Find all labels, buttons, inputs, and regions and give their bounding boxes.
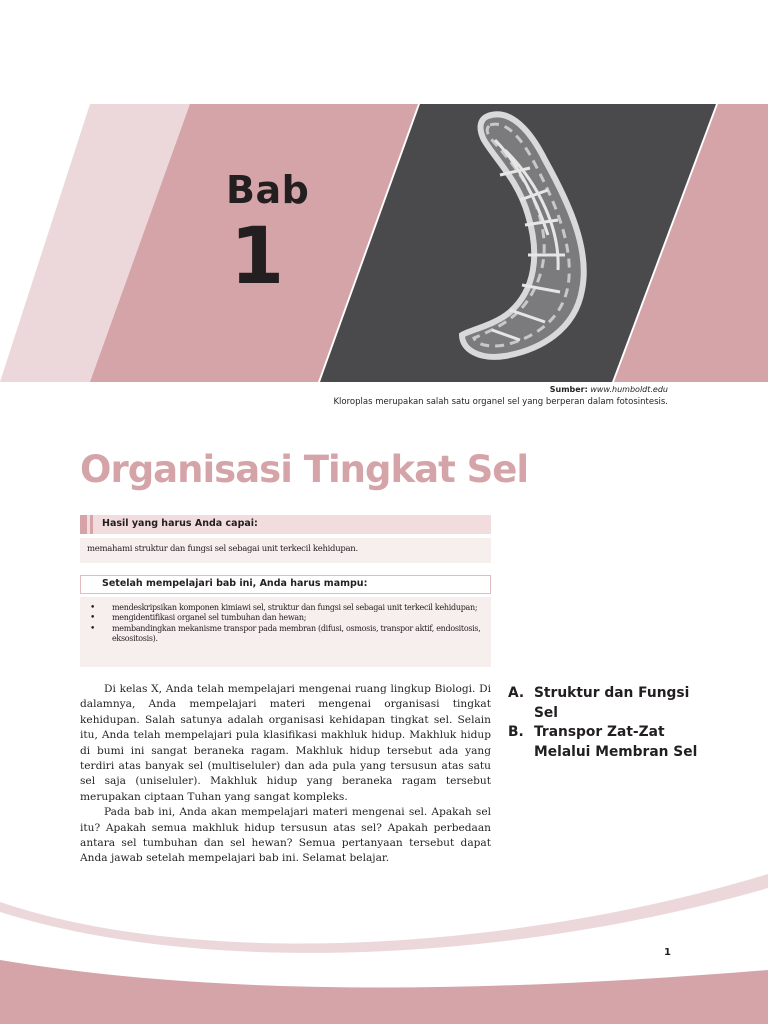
header-accent-bar-thin <box>90 515 93 534</box>
goal-heading: Hasil yang harus Anda capai: <box>102 518 258 529</box>
objective-item: • membandingkan mekanisme transpor pada membran (difusi, osmosis, transpor aktif, endositosis, eksositosis). <box>90 623 481 643</box>
chapter-number: 1 <box>230 212 285 302</box>
contents-item <box>508 684 708 723</box>
bullet-icon: • <box>90 623 96 634</box>
header-accent-bar <box>80 515 87 534</box>
source-url: www.humboldt.edu <box>590 385 668 394</box>
contents-item <box>508 723 708 762</box>
intro-paragraph: Di kelas X, Anda telah mempelajari mengenai ruang lingkup Biologi. Di dalamnya, Anda mempelajari materi mengenai organisasi tingkat kehidupan. Salah satunya adalah organisasi kehidapan tingkat sel. Selain itu, Anda telah mempelajari pula klasifikasi makhluk hidup. Makhluk hidup di bumi ini sangat beraneka ragam. Makhluk hidup tersebut ada yang terdiri atas banyak sel (multiseluler) dan ada pula yang tersusun atas satu sel saja (uniseluler). Makhluk hidup yang beraneka ragam tersebut merupakan ciptaan Tuhan yang sangat kompleks. <box>80 683 491 803</box>
goal-text: memahami struktur dan fungsi sel sebagai unit terkecil kehidupan. <box>87 544 358 554</box>
objectives-box-body <box>80 597 491 667</box>
chapter-contents <box>508 684 708 762</box>
chapter-title: Organisasi Tingkat Sel <box>80 448 529 491</box>
chapter-label: Bab <box>226 168 310 212</box>
objective-item: • mengidentifikasi organel sel tumbuhan dan hewan; <box>90 613 307 624</box>
objectives-heading: Setelah mempelajari bab ini, Anda harus mampu: <box>102 578 368 589</box>
objectives-list <box>80 597 491 644</box>
figure-caption: Kloroplas merupakan salah satu organel sel yang berperan dalam fotosintesis. <box>333 397 668 407</box>
intro-paragraph: Pada bab ini, Anda akan mempelajari materi mengenai sel. Apakah sel itu? Apakah semua makhluk hidup tersusun atas sel? Apakah perbedaan antara sel tumbuhan dan sel hewan? Semua pertanyaan tersebut dapat Anda jawab setelah mempelajari bab ini. Selamat belajar. <box>80 806 491 865</box>
contents-letter: B. <box>508 724 524 741</box>
footer-swoosh <box>0 860 768 1024</box>
source-label: Sumber: <box>549 385 588 394</box>
contents-title: Transpor Zat-Zat Melalui Membran Sel <box>534 724 698 760</box>
contents-title: Struktur dan Fungsi Sel <box>534 685 690 721</box>
contents-letter: A. <box>508 685 525 701</box>
objectives-box-header <box>80 575 491 594</box>
bullet-icon: • <box>90 603 96 613</box>
goal-box-body <box>80 538 491 563</box>
intro-text <box>80 682 491 867</box>
goal-box-header <box>80 515 491 534</box>
page-number: 1 <box>664 947 671 958</box>
chapter-banner <box>0 0 768 400</box>
figure-source <box>550 385 668 394</box>
objective-item: • mendeskripsikan komponen kimiawi sel, struktur dan fungsi sel sebagai unit terkecil kehidupan; <box>90 603 478 613</box>
bullet-icon: • <box>90 613 96 624</box>
